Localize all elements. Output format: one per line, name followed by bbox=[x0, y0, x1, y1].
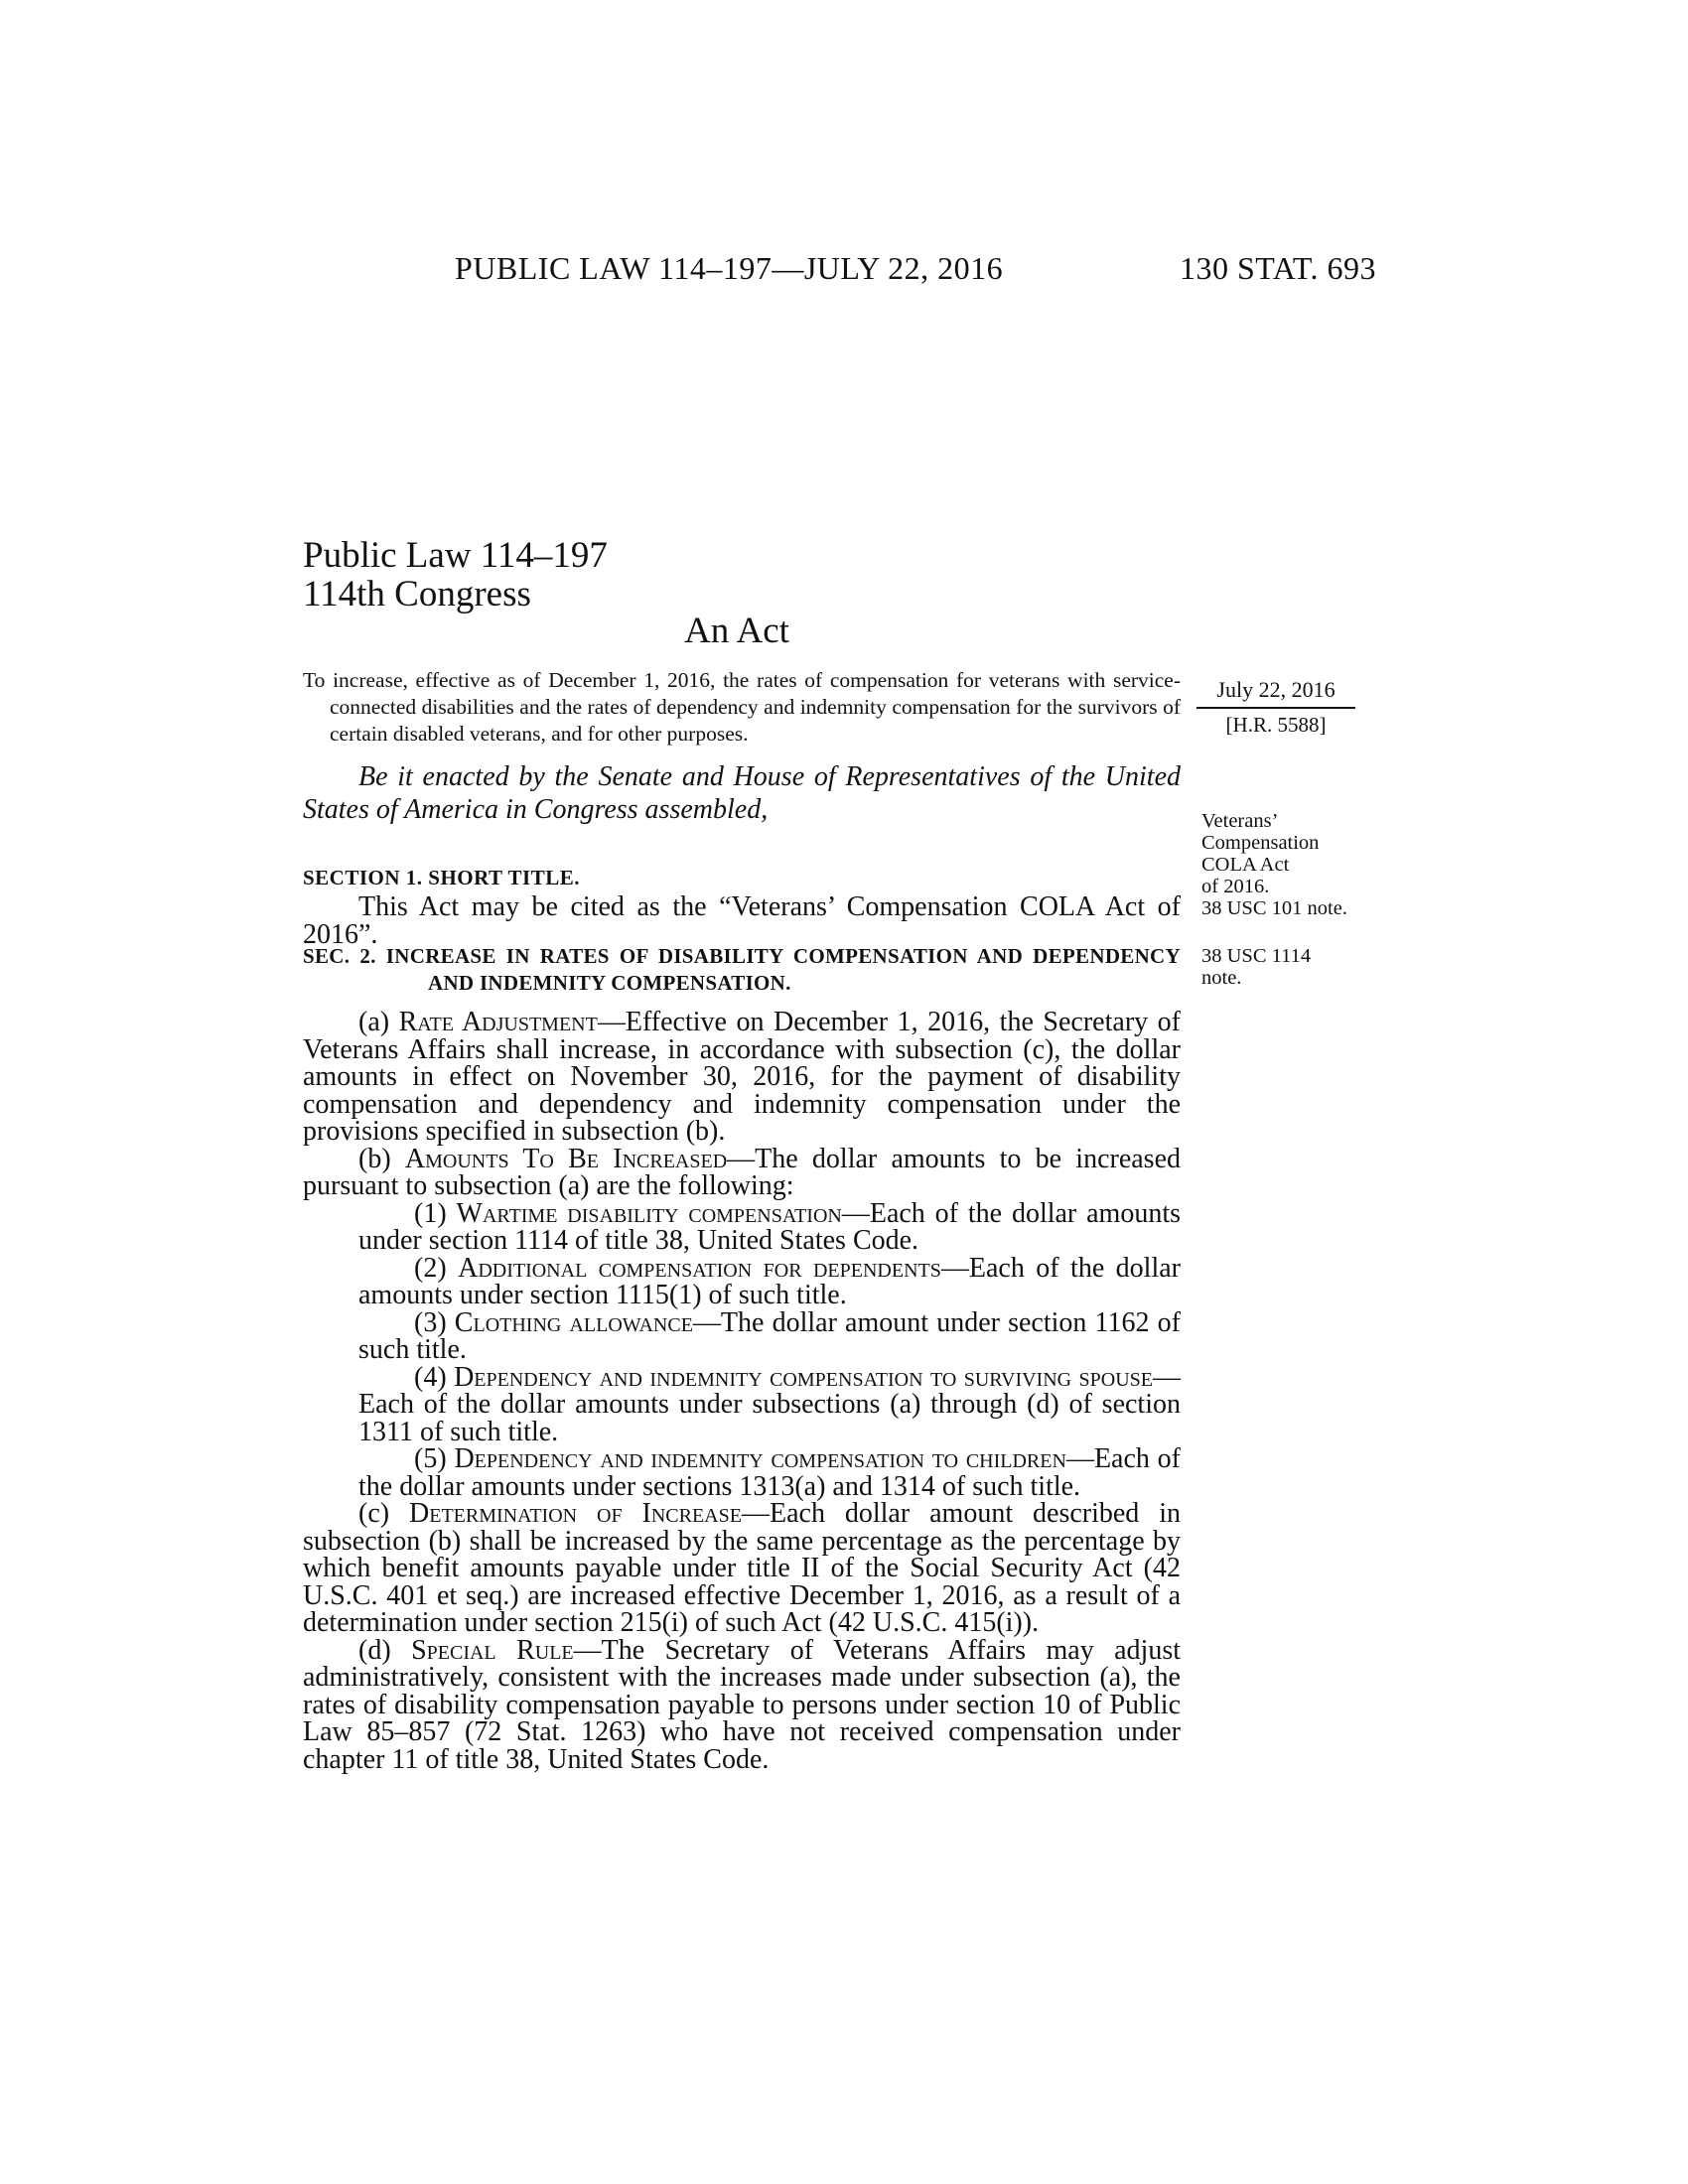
margin-note-line: Veterans’ bbox=[1201, 810, 1279, 832]
paragraph-b5: (5) Dependency and indemnity compensation to children—Each of the dollar amounts under sections 1313(a) and 1314 of such title. bbox=[358, 1443, 1181, 1502]
subsection-c-caption: Determination of Increase bbox=[409, 1498, 742, 1529]
paragraph-b4: (4) Dependency and indemnity compensation to surviving spouse—Each of the dollar amounts under subsections (a) through (d) of section 1311 of such title. bbox=[358, 1361, 1181, 1447]
short-title-margin-note bbox=[1201, 810, 1380, 919]
enactment-date-note: July 22, 2016 bbox=[1216, 677, 1336, 702]
stat-page-number: 130 STAT. 693 bbox=[1179, 250, 1376, 286]
bill-number-note: [H.R. 5588] bbox=[1225, 713, 1327, 737]
subsection-b: (b) Amounts To Be Increased—The dollar amounts to be increased pursuant to subsection (a) are the following: bbox=[303, 1143, 1181, 1201]
subsection-c: (c) Determination of Increase—Each dollar amount described in subsection (b) shall be increased by the same percentage as the percentage by which benefit amounts payable under title II of the Social Security Act (42 U.S.C. 401 et seq.) are increased effective December 1, 2016, as a result of a determination under section 215(i) of such Act (42 U.S.C. 415(i)). bbox=[303, 1498, 1182, 1638]
margin-rule bbox=[1196, 707, 1355, 709]
margin-note-line: note. bbox=[1201, 967, 1242, 989]
congress-label: 114th Congress bbox=[303, 574, 531, 614]
an-act-heading: An Act bbox=[684, 611, 789, 651]
section-2-heading bbox=[303, 943, 1181, 997]
public-law-title: Public Law 114–197 bbox=[303, 535, 608, 576]
section-2-body bbox=[303, 1009, 1181, 1773]
enacting-clause: Be it enacted by the Senate and House of Representatives of the United States of America in Congress assembled, bbox=[303, 761, 1181, 825]
margin-note-line: COLA Act bbox=[1201, 854, 1290, 876]
usc-1114-margin-note bbox=[1201, 945, 1380, 989]
subsection-a-caption: Rate Adjustment bbox=[398, 1007, 598, 1037]
running-head: PUBLIC LAW 114–197—JULY 22, 2016 bbox=[455, 250, 1004, 286]
section-1-body bbox=[303, 893, 1181, 948]
subsection-b-caption: Amounts To Be Increased bbox=[404, 1143, 728, 1174]
margin-note-line: Compensation bbox=[1201, 832, 1320, 854]
section-1-text: This Act may be cited as the “Veterans’ Compensation COLA Act of 2016”. bbox=[303, 891, 1181, 950]
paragraph-b1: (1) Wartime disability compensation—Each of the dollar amounts under section 1114 of title 38, United States Code. bbox=[358, 1197, 1182, 1256]
act-purpose bbox=[303, 667, 1181, 748]
purpose-text: To increase, effective as of December 1, 2016, the rates of compensation for veterans with service-connected disabilities and the rates of dependency and indemnity compensation for the survivors of certain disabled veterans, and for other purposes. bbox=[303, 668, 1181, 746]
margin-note-line: 38 USC 1114 bbox=[1201, 945, 1312, 967]
usc-note-1: 38 USC 101 note. bbox=[1201, 897, 1347, 919]
margin-note-line: of 2016. bbox=[1201, 876, 1270, 897]
paragraph-b2: (2) Additional compensation for dependents—Each of the dollar amounts under section 1115(1) of such title. bbox=[358, 1252, 1181, 1310]
subsection-d: (d) Special Rule—The Secretary of Veterans Affairs may adjust administratively, consistent with the increases made under subsection (a), the rates of disability compensation payable to persons under section 10 of Public Law 85–857 (72 Stat. 1263) who have not received compensation under chapter 11 of title 38, United States Code. bbox=[303, 1634, 1182, 1775]
section-1-heading: SECTION 1. SHORT TITLE. bbox=[303, 866, 581, 889]
subsection-a: (a) Rate Adjustment—Effective on December 1, 2016, the Secretary of Veterans Affairs shall increase, in accordance with subsection (c), the dollar amounts in effect on November 30, 2016, for the payment of disability compensation and dependency and indemnity compensation under the provisions specified in subsection (b). bbox=[303, 1007, 1182, 1147]
paragraph-b3: (3) Clothing allowance—The dollar amount under section 1162 of such title. bbox=[358, 1306, 1181, 1365]
subsection-d-caption: Special Rule bbox=[411, 1634, 574, 1666]
section-2-heading-text: SEC. 2. INCREASE IN RATES OF DISABILITY COMPENSATION AND DEPENDENCY AND INDEMNITY COMPENSATION. bbox=[303, 944, 1181, 995]
